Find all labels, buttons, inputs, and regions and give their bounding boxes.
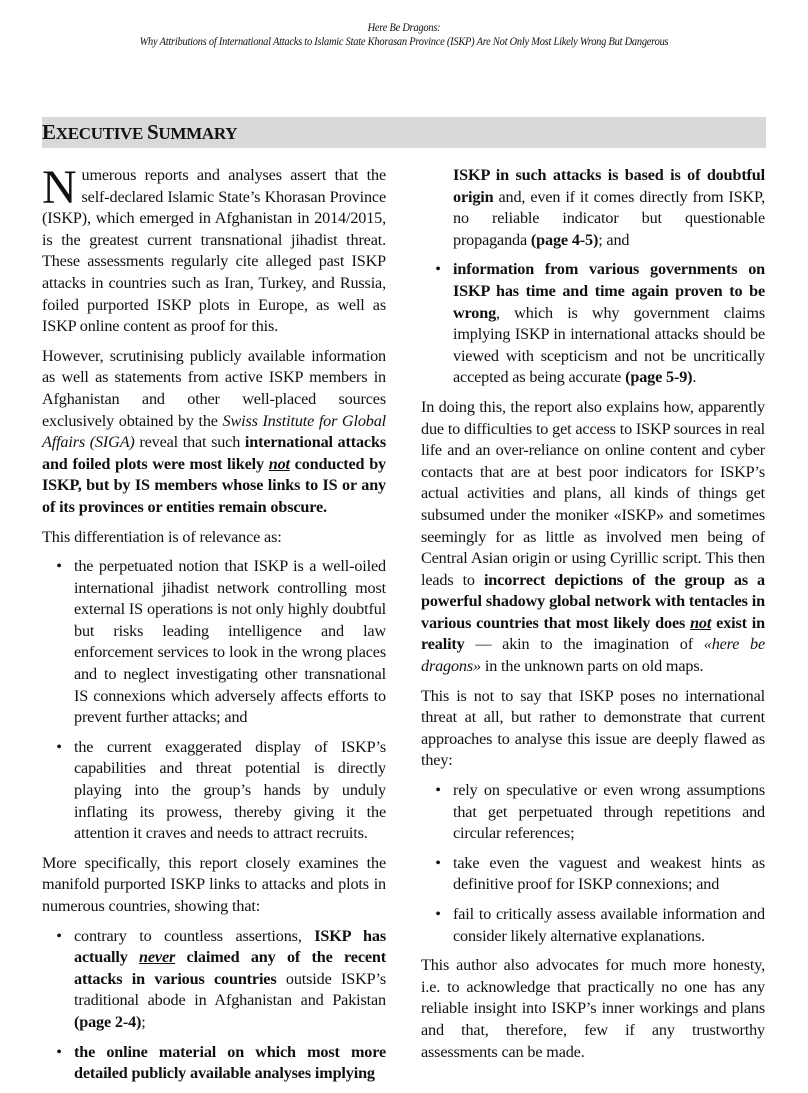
text: outside ISKP’s traditional abode in Afghanistan and Pakistan	[74, 969, 386, 1010]
findings-list	[42, 926, 386, 1085]
list-item	[435, 780, 765, 845]
right-column	[421, 165, 765, 1071]
bullet-icon: •	[435, 260, 441, 279]
bold-text: conducted by ISKP, but by IS members whose links to IS or any of its provinces or entities remain obscure.	[42, 454, 386, 516]
text: ; and	[598, 230, 630, 249]
findings-list-continued	[421, 165, 765, 389]
text: ;	[141, 1012, 146, 1031]
emphasis-not: not	[690, 613, 712, 632]
list-item-text: fail to critically assess available information and consider likely alternative explanations.	[453, 905, 765, 945]
list-item	[56, 556, 386, 729]
list-item	[435, 259, 765, 389]
drop-cap: N	[42, 161, 77, 214]
list-item-text: rely on speculative or even wrong assumptions that get perpetuated through repetitions and circular references;	[453, 781, 765, 843]
relevance-list	[42, 556, 386, 845]
text: in the unknown parts on old maps.	[480, 657, 704, 676]
text: reveal that such	[134, 433, 245, 452]
text: and, even if it comes directly from ISKP, no reliable indicator but questionable propaganda	[453, 187, 765, 249]
flaws-list	[421, 780, 765, 947]
title-cap: S	[147, 120, 159, 144]
running-header	[28, 21, 779, 49]
intro-paragraph	[42, 161, 386, 338]
list-item	[56, 737, 386, 845]
bullet-icon: •	[56, 557, 62, 576]
list-item	[435, 853, 765, 896]
list-item-text: the perpetuated notion that ISKP is a well-oiled international jihadist network controlling most external IS operations is not only highly doubtful but risks leading intelligence and law enforcement services to look in the wrong places and to neglect investigating other transnational IS connexions which adversely affects efforts to prevent further attacks; and	[74, 557, 386, 727]
text: contrary to countless assertions,	[74, 926, 315, 945]
title-text: XECUTIVE	[55, 124, 148, 143]
list-item	[56, 1042, 386, 1085]
emphasis-not: not	[268, 454, 290, 473]
bold-text: the online material on which most more detailed publicly available analyses implying	[74, 1042, 386, 1083]
page-reference: (page 2-4)	[74, 1012, 142, 1031]
list-item-continued	[453, 165, 765, 251]
bold-text: information from various governments on ISKP has time and time again proven to be wrong	[453, 260, 765, 322]
specifics-paragraph: More specifically, this report closely examines the manifold purported ISKP links to attacks and plots in numerous countries, showing that:	[42, 853, 386, 915]
left-column	[42, 161, 386, 1093]
bullet-icon: •	[56, 926, 62, 945]
list-item	[56, 926, 386, 1034]
institute-name: Swiss Institute for Global Affairs (SIGA)	[42, 411, 386, 452]
bullet-icon: •	[435, 905, 441, 923]
text: However, scrutinising publicly available information as well as statements from active ISKP members in Afghanistan and other well-placed sources exclusively obtained by the	[42, 346, 386, 430]
bullet-icon: •	[56, 737, 62, 756]
list-item-text: take even the vaguest and weakest hints as definitive proof for ISKP connexions; and	[453, 853, 765, 894]
honesty-paragraph: This author also advocates for much more honesty, i.e. to acknowledge that practically no one has any reliable insight into ISKP’s inner workings and plans and that, therefore, few if any trustworthy assessments can be made.	[421, 956, 765, 1061]
italic-quote: «here be dragons»	[421, 635, 765, 676]
title-cap: E	[42, 120, 56, 144]
emphasis-never: never	[139, 948, 176, 967]
bullet-icon: •	[435, 781, 441, 800]
bold-text: international attacks and foiled plots were most likely	[42, 433, 386, 473]
bold-text: claimed any of the recent attacks in various countries	[74, 948, 386, 988]
page-reference: (page 4-5)	[530, 230, 599, 249]
list-item-text: the current exaggerated display of ISKP’s capabilities and threat potential is directly playing into the group’s hands by unduly inflating its prowess, thereby giving it the attention it craves and needs to attract recruits.	[74, 737, 386, 843]
running-header-subtitle: Why Attributions of International Attacks to Islamic State Khorasan Province (ISKP) Are Not Only Most Likely Wrong But Dangerous	[139, 36, 669, 48]
running-header-title: Here Be Dragons:	[367, 22, 441, 34]
explanation-paragraph	[421, 397, 765, 678]
findings-paragraph	[42, 346, 386, 519]
list-item	[435, 904, 765, 947]
text: — akin to the imagination of	[464, 635, 704, 654]
section-title	[42, 121, 237, 145]
section-heading-bar	[42, 117, 766, 148]
title-text: UMMARY	[158, 124, 238, 143]
page-reference: (page 5-9)	[625, 368, 693, 387]
bold-text: ISKP in such attacks is based is of doubtful origin	[453, 166, 765, 206]
text: , which is why government claims implying ISKP in international attacks should be viewed with scepticism and not be uncritically accepted as being accurate	[453, 303, 765, 387]
bullet-icon: •	[435, 853, 441, 872]
paragraph-text: umerous reports and analyses assert that the self-declared Islamic State’s Khorasan Province (ISKP), which emerged in Afghanistan in 2014/2015, is the greatest current transnational jihadist threat. These assessments regularly cite alleged past ISKP attacks in countries such as Iran, Turkey, and Russia, foiled purported ISKP plots in Europe, as well as ISKP online content as proof for this.	[42, 166, 386, 336]
flaws-paragraph: This is not to say that ISKP poses no international threat at all, but rather to demonstrate that current approaches to analyse this issue are deeply flawed as they:	[421, 686, 765, 770]
bullet-icon: •	[56, 1042, 62, 1061]
text: In doing this, the report also explains how, apparently due to difficulties to get access to ISKP sources in real life and an over-reliance on online content and cyber contacts that are at best poor indicators for ISKP’s actual activities and plans, all kinds of things get subsumed under the moniker «ISKP» and sometimes seemingly for as little as involved men being of Central Asian origin or using Cyrillic script. This then leads to	[421, 397, 765, 589]
bold-text: incorrect depictions of the group as a powerful shadowy global network with tentacles in various countries that most likely does	[421, 570, 765, 632]
bold-text: ISKP has actually	[74, 926, 386, 967]
relevance-paragraph: This differentiation is of relevance as:	[42, 527, 282, 546]
bold-text: exist in reality	[421, 613, 766, 654]
text: .	[692, 368, 697, 387]
